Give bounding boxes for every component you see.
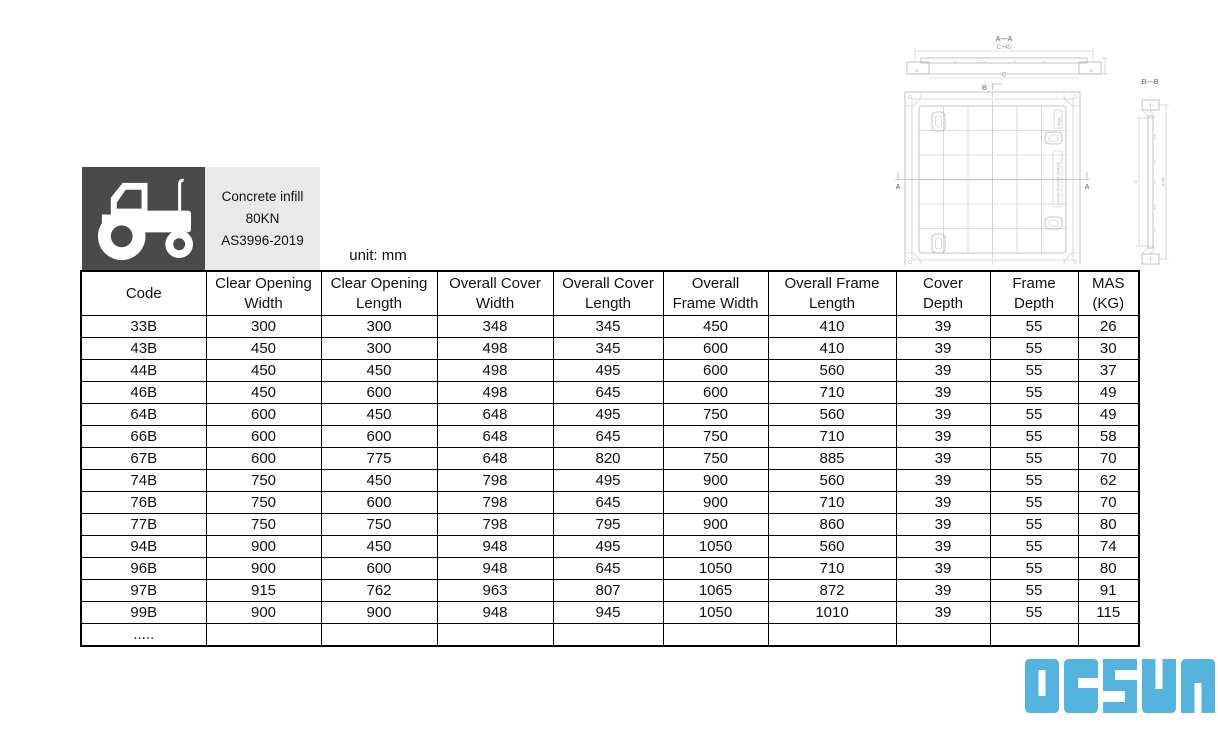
table-cell: 860 xyxy=(768,514,896,536)
table-row xyxy=(81,536,1139,558)
table-cell xyxy=(663,624,768,647)
table-cell: 648 xyxy=(437,404,553,426)
table-cell: 55 xyxy=(990,514,1078,536)
table-cell: 55 xyxy=(990,426,1078,448)
table-cell: 710 xyxy=(768,492,896,514)
table-cell: 39 xyxy=(896,448,990,470)
table-cell: 885 xyxy=(768,448,896,470)
table-cell: 948 xyxy=(437,558,553,580)
table-cell: 46B xyxy=(81,382,206,404)
table-cell: 495 xyxy=(553,360,663,382)
table-row xyxy=(81,426,1139,448)
table-cell: 55 xyxy=(990,492,1078,514)
table-cell: 70 xyxy=(1078,492,1139,514)
column-header: Clear Opening Length xyxy=(321,271,437,316)
column-header: Code xyxy=(81,271,206,316)
table-cell: 648 xyxy=(437,448,553,470)
table-cell: 900 xyxy=(206,558,321,580)
table-cell: 49 xyxy=(1078,404,1139,426)
table-cell xyxy=(1078,624,1139,647)
table-cell xyxy=(206,624,321,647)
column-header: Overall Cover Width xyxy=(437,271,553,316)
table-cell: 495 xyxy=(553,404,663,426)
spec-table-body xyxy=(81,316,1139,647)
tractor-icon xyxy=(82,167,205,270)
table-cell: 30 xyxy=(1078,338,1139,360)
table-cell: ..... xyxy=(81,624,206,647)
table-cell: 900 xyxy=(663,470,768,492)
table-cell: 39 xyxy=(896,382,990,404)
table-row xyxy=(81,404,1139,426)
table-cell: 600 xyxy=(206,448,321,470)
section-b-label: B—B xyxy=(1141,79,1159,86)
product-label-box xyxy=(205,167,320,270)
table-cell: 99B xyxy=(81,602,206,624)
table-cell: 600 xyxy=(663,338,768,360)
table-cell: 710 xyxy=(768,426,896,448)
unit-note: unit: mm xyxy=(349,247,407,264)
table-cell: 80 xyxy=(1078,514,1139,536)
column-header: MAS (KG) xyxy=(1078,271,1139,316)
marker-a-left: A xyxy=(895,184,901,191)
table-cell xyxy=(321,624,437,647)
table-cell: 39 xyxy=(896,470,990,492)
table-cell: 900 xyxy=(321,602,437,624)
table-cell: 750 xyxy=(663,448,768,470)
dim-55-right: 55 xyxy=(1089,69,1093,73)
table-cell: 600 xyxy=(321,426,437,448)
table-cell: 39 xyxy=(896,492,990,514)
column-header: Overall Cover Length xyxy=(553,271,663,316)
table-cell: 798 xyxy=(437,470,553,492)
table-cell: 39 xyxy=(896,404,990,426)
table-cell: 900 xyxy=(663,492,768,514)
table-row xyxy=(81,558,1139,580)
table-cell: 963 xyxy=(437,580,553,602)
table-cell: 58 xyxy=(1078,426,1139,448)
section-a-label: A—A xyxy=(995,36,1013,43)
table-cell: 750 xyxy=(206,514,321,536)
table-cell: 450 xyxy=(206,338,321,360)
table-cell: 600 xyxy=(206,404,321,426)
table-row xyxy=(81,382,1139,404)
table-cell: 49 xyxy=(1078,382,1139,404)
table-cell: 450 xyxy=(206,382,321,404)
table-cell: 70 xyxy=(1078,448,1139,470)
table-row xyxy=(81,470,1139,492)
table-row xyxy=(81,602,1139,624)
table-cell xyxy=(437,624,553,647)
table-cell: 55 xyxy=(990,338,1078,360)
table-cell: 66B xyxy=(81,426,206,448)
ocsun-logo-glyphs xyxy=(1025,655,1215,717)
dim-c45: C+45 xyxy=(996,45,1012,51)
table-cell: 410 xyxy=(768,338,896,360)
ocsun-logo xyxy=(1025,655,1215,717)
table-cell: 77B xyxy=(81,514,206,536)
table-cell: 600 xyxy=(321,382,437,404)
table-cell: 74B xyxy=(81,470,206,492)
table-cell: 43B xyxy=(81,338,206,360)
table-cell: 55 xyxy=(990,558,1078,580)
table-cell: 96B xyxy=(81,558,206,580)
table-cell: 775 xyxy=(321,448,437,470)
table-cell: 450 xyxy=(321,360,437,382)
table-cell: 750 xyxy=(663,404,768,426)
table-row xyxy=(81,448,1139,470)
table-cell: 645 xyxy=(553,426,663,448)
table-cell: 67B xyxy=(81,448,206,470)
table-cell: 600 xyxy=(206,426,321,448)
table-cell: 55 xyxy=(990,580,1078,602)
table-cell: 945 xyxy=(553,602,663,624)
cover-strip-text: OCSUN CLASS B SEALED xyxy=(1056,161,1061,205)
table-cell: 645 xyxy=(553,382,663,404)
table-cell: 91 xyxy=(1078,580,1139,602)
column-header: Frame Depth xyxy=(990,271,1078,316)
table-cell: 798 xyxy=(437,514,553,536)
table-cell: 872 xyxy=(768,580,896,602)
table-cell: 39 xyxy=(896,514,990,536)
table-cell: 39 xyxy=(896,602,990,624)
table-cell: 798 xyxy=(437,492,553,514)
table-cell: 450 xyxy=(321,470,437,492)
spec-table-head xyxy=(81,271,1139,316)
table-row xyxy=(81,624,1139,647)
table-cell: 710 xyxy=(768,382,896,404)
table-cell: 1050 xyxy=(663,536,768,558)
column-header: Overall Frame Length xyxy=(768,271,896,316)
table-cell: 33B xyxy=(81,316,206,338)
dim-d: D xyxy=(1134,180,1138,184)
column-header: Cover Depth xyxy=(896,271,990,316)
table-cell: 915 xyxy=(206,580,321,602)
table-cell: 560 xyxy=(768,360,896,382)
drawing-svg xyxy=(893,20,1208,265)
table-cell: 560 xyxy=(768,470,896,492)
table-row xyxy=(81,360,1139,382)
table-row xyxy=(81,514,1139,536)
product-label-line1: Concrete infill xyxy=(221,188,304,204)
table-cell: 645 xyxy=(553,492,663,514)
table-cell: 76B xyxy=(81,492,206,514)
table-cell: 62 xyxy=(1078,470,1139,492)
table-cell: 450 xyxy=(206,360,321,382)
table-cell: 450 xyxy=(321,404,437,426)
table-cell: 600 xyxy=(663,382,768,404)
table-cell: 560 xyxy=(768,536,896,558)
table-cell: 39 xyxy=(896,338,990,360)
table-cell: 55 xyxy=(990,448,1078,470)
product-label-line2: 80KN xyxy=(245,210,280,226)
table-cell: 55 xyxy=(990,470,1078,492)
table-cell: 55 xyxy=(990,382,1078,404)
table-cell: 115 xyxy=(1078,602,1139,624)
table-cell: 97B xyxy=(81,580,206,602)
product-label-line3: AS3996-2019 xyxy=(221,232,304,248)
table-cell xyxy=(990,624,1078,647)
table-cell xyxy=(553,624,663,647)
table-cell: 348 xyxy=(437,316,553,338)
table-cell xyxy=(896,624,990,647)
table-cell: 495 xyxy=(553,536,663,558)
table-cell: 74 xyxy=(1078,536,1139,558)
table-cell: 55 xyxy=(990,404,1078,426)
column-header: Clear Opening Width xyxy=(206,271,321,316)
table-cell: 750 xyxy=(206,470,321,492)
table-cell xyxy=(768,624,896,647)
technical-drawing xyxy=(893,20,1208,265)
dim-c: C xyxy=(1001,72,1007,79)
table-cell: 498 xyxy=(437,382,553,404)
table-cell: 39 xyxy=(896,316,990,338)
table-cell: 1065 xyxy=(663,580,768,602)
table-cell: 600 xyxy=(321,558,437,580)
table-cell: 498 xyxy=(437,338,553,360)
header-row xyxy=(81,271,1139,316)
table-cell: 44B xyxy=(81,360,206,382)
table-row xyxy=(81,338,1139,360)
dim-55-left: 55 xyxy=(915,69,919,73)
table-cell: 80 xyxy=(1078,558,1139,580)
table-cell: 300 xyxy=(206,316,321,338)
table-cell: 795 xyxy=(553,514,663,536)
dim-d48: D+48 xyxy=(1161,177,1166,187)
table-cell: 1010 xyxy=(768,602,896,624)
table-cell: 750 xyxy=(206,492,321,514)
table-cell: 39 xyxy=(896,426,990,448)
table-cell: 94B xyxy=(81,536,206,558)
table-cell: 600 xyxy=(663,360,768,382)
marker-a-right: A xyxy=(1084,184,1090,191)
table-cell: 1050 xyxy=(663,602,768,624)
table-cell: 345 xyxy=(553,316,663,338)
marker-b: B xyxy=(981,85,987,92)
table-row xyxy=(81,316,1139,338)
table-cell: 710 xyxy=(768,558,896,580)
table-cell: 64B xyxy=(81,404,206,426)
table-cell: 498 xyxy=(437,360,553,382)
table-row xyxy=(81,580,1139,602)
column-header: Overall Frame Width xyxy=(663,271,768,316)
table-cell: 820 xyxy=(553,448,663,470)
table-cell: 948 xyxy=(437,536,553,558)
spec-table xyxy=(80,270,1140,647)
table-cell: 55 xyxy=(990,316,1078,338)
table-cell: 450 xyxy=(321,536,437,558)
table-cell: 345 xyxy=(553,338,663,360)
table-cell: 300 xyxy=(321,338,437,360)
table-cell: 750 xyxy=(321,514,437,536)
table-row xyxy=(81,492,1139,514)
table-cell: 410 xyxy=(768,316,896,338)
table-cell: 37 xyxy=(1078,360,1139,382)
table-cell: 645 xyxy=(553,558,663,580)
table-cell: 900 xyxy=(206,536,321,558)
table-cell: 55 xyxy=(990,360,1078,382)
load-class-icon-box xyxy=(82,167,205,270)
table-cell: 560 xyxy=(768,404,896,426)
table-cell: 450 xyxy=(663,316,768,338)
table-cell: 26 xyxy=(1078,316,1139,338)
table-cell: 55 xyxy=(990,602,1078,624)
table-cell: 39 xyxy=(896,580,990,602)
table-cell: 39 xyxy=(896,558,990,580)
table-cell: 495 xyxy=(553,470,663,492)
table-cell: 55 xyxy=(990,536,1078,558)
table-cell: 1050 xyxy=(663,558,768,580)
table-cell: 600 xyxy=(321,492,437,514)
table-cell: 300 xyxy=(321,316,437,338)
table-cell: 762 xyxy=(321,580,437,602)
table-cell: 39 xyxy=(896,536,990,558)
table-cell: 750 xyxy=(663,426,768,448)
table-cell: 648 xyxy=(437,426,553,448)
table-cell: 948 xyxy=(437,602,553,624)
table-cell: 900 xyxy=(663,514,768,536)
table-cell: 807 xyxy=(553,580,663,602)
cover-load-text: 80KN xyxy=(1057,117,1062,126)
table-cell: 900 xyxy=(206,602,321,624)
table-cell: 39 xyxy=(896,360,990,382)
